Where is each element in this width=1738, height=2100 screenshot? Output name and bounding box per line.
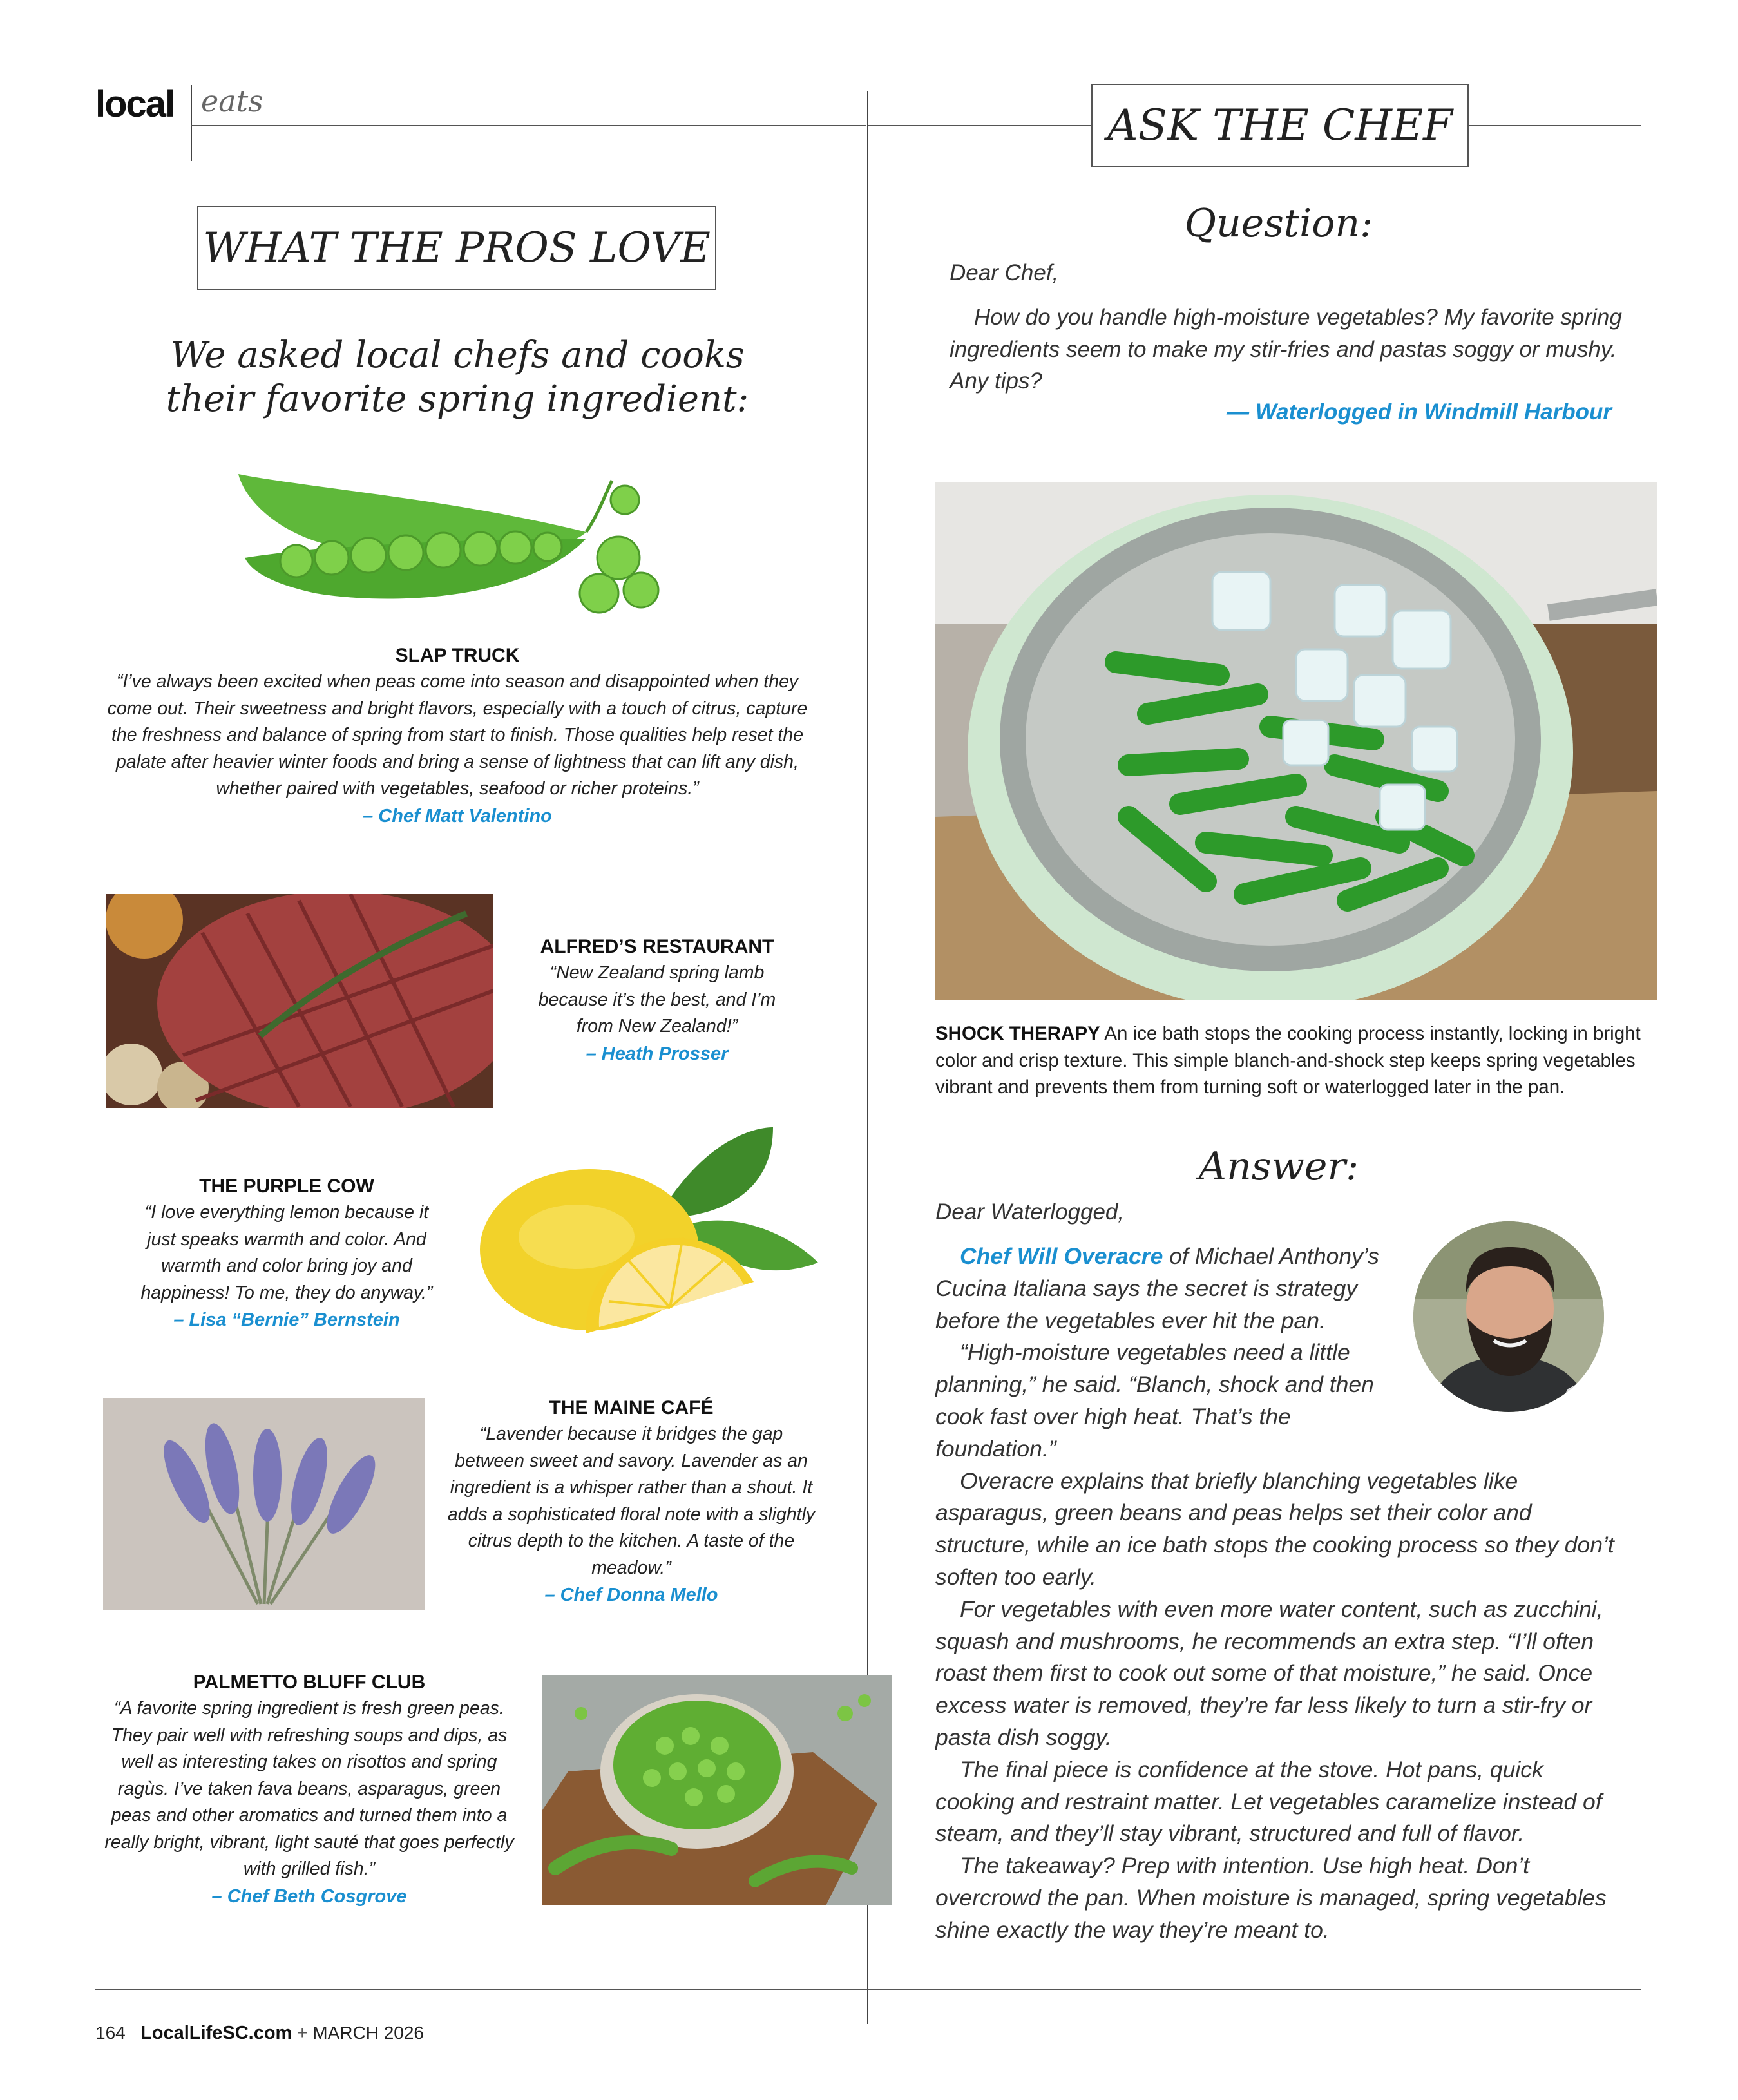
caption-label: SHOCK THERAPY [935, 1023, 1100, 1044]
chef-quote: “A favorite spring ingredient is fresh green peas. They pair well with refreshing soups and dips, as well as interesting takes on risottos and spring ragùs. I’ve taken fava beans, asparagus, green peas and other aromatics and turned them into a really bright, vibrant, light sauté that goes perfectly with grilled fish.” [104, 1698, 514, 1879]
peas-pod-photo [225, 461, 676, 616]
answer-paragraph-4: For vegetables with even more water content, such as zucchini, squash and mushrooms, he recommends an extra step. “I’ll often roast them first to cook out some of that moisture,” he said. Once excess water is removed, they’re far less likely to turn a stir-fry or pasta dish soggy. [935, 1596, 1603, 1750]
lavender-photo [103, 1398, 425, 1610]
answer-paragraph-5: The final piece is confidence at the stove. Hot pans, quick cooking and restraint matter. Let vegetables caramelize instead of steam, and they’ll stay vibrant, structured and full of flavor. [935, 1756, 1602, 1847]
entry-alfreds-restaurant [528, 934, 786, 1067]
lemon-photo [470, 1121, 818, 1359]
entry-purple-cow [129, 1174, 444, 1333]
chef-credit: – Chef Donna Mello [544, 1585, 718, 1605]
answer-paragraph-6: The takeaway? Prep with intention. Use high heat. Don’t overcrowd the pan. When moisture is managed, spring vegetables shine exactly the way they’re meant to. [935, 1853, 1607, 1943]
restaurant-name: SLAP TRUCK [395, 645, 520, 666]
caption-text: An ice bath stops the cooking process instantly, locking in bright color and crisp texture. This simple blanch-and-shock step keeps spring vegetables vibrant and prevents them from turning soft or waterlogged later in the pan. [935, 1023, 1641, 1098]
chef-credit: – Chef Beth Cosgrove [211, 1885, 407, 1907]
chef-quote: “I’ve always been excited when peas come into season and disappointed when they come out. Their sweetness and bright flavors, especially with a touch of citrus, capture the freshness and balance of spring from start to finish. Those qualities help reset the palate after heavier winter foods and bring a sense of lightness that can lift any dish, whether paired with vegetables, seafood or richer proteins.” [107, 671, 808, 799]
question-signature: — Waterlogged in Windmill Harbour [1227, 399, 1612, 425]
answer-paragraph-2: “High-moisture vegetables need a little planning,” he said. “Blanch, shock and then cook fast over high heat. That’s the foundation.” [935, 1339, 1374, 1462]
top-rule-left [191, 125, 866, 126]
brand-logo: local [95, 83, 175, 125]
chef-name: Chef Will Overacre [960, 1243, 1163, 1269]
question-body: How do you handle high-moisture vegetables? My favorite spring ingredients seem to make my stir-fries and pastas soggy or mushy. Any tips? [950, 305, 1622, 394]
restaurant-name: THE MAINE CAFÉ [549, 1397, 714, 1418]
footer-separator: + [297, 2023, 308, 2043]
answer-paragraph-1 [935, 1241, 1399, 1337]
answer-intro-text: of Michael Anthony’s Cucina Italiana says the secret is strategy before the vegetables ever hit the pan. [935, 1243, 1379, 1333]
page-footer [95, 2023, 424, 2044]
bottom-rule [95, 1989, 1641, 1990]
restaurant-name: THE PURPLE COW [199, 1176, 374, 1197]
footer-issue: MARCH 2026 [312, 2023, 424, 2043]
peas-bowl-photo [542, 1675, 892, 1905]
question-salutation: Dear Chef, [950, 260, 1059, 285]
answer-body [935, 1241, 1625, 1947]
entry-palmetto-bluff-club [97, 1670, 522, 1910]
chef-quote: “Lavender because it bridges the gap between sweet and savory. Lavender as an ingredient is a whisper rather than a shout. It adds a sophisticated floral note with a slightly citrus depth to the kitchen. A taste of the meadow.” [447, 1424, 816, 1578]
section-label: eats [201, 84, 263, 119]
answer-heading: Answer: [1198, 1144, 1359, 1189]
photo-caption [935, 1020, 1650, 1101]
restaurant-name: ALFRED’S RESTAURANT [540, 936, 774, 957]
logo-divider [191, 85, 192, 161]
restaurant-name: PALMETTO BLUFF CLUB [193, 1672, 426, 1693]
chef-credit: – Chef Matt Valentino [363, 805, 552, 826]
chef-credit: – Lisa “Bernie” Bernstein [173, 1310, 400, 1330]
page-number: 164 [95, 2023, 126, 2043]
entry-slap-truck [97, 643, 818, 830]
chef-quote: “New Zealand spring lamb because it’s the best, and I’m from New Zealand!” [538, 962, 776, 1036]
pros-title: WHAT THE PROS LOVE [197, 206, 716, 290]
question-heading: Question: [1184, 201, 1373, 246]
ask-the-chef-title: ASK THE CHEF [1091, 84, 1469, 167]
entry-maine-cafe [444, 1395, 818, 1608]
chef-quote: “I love everything lemon because it just speaks warmth and color. And warmth and color bring joy and happiness! To me, they do anyway.” [140, 1202, 433, 1303]
lamb-roast-photo [106, 894, 493, 1108]
pros-intro: We asked local chefs and cooks their favorite spring ingredient: [166, 334, 749, 420]
chef-credit: – Heath Prosser [586, 1043, 729, 1064]
answer-salutation: Dear Waterlogged, [935, 1199, 1125, 1225]
green-beans-ice-bath-photo [935, 482, 1657, 1000]
answer-paragraph-3: Overacre explains that briefly blanching vegetables like asparagus, green beans and peas helps set their color and structure, while an ice bath stops the cooking process so they don’t soften too early. [935, 1467, 1614, 1590]
footer-site: LocalLifeSC.com [140, 2023, 292, 2043]
